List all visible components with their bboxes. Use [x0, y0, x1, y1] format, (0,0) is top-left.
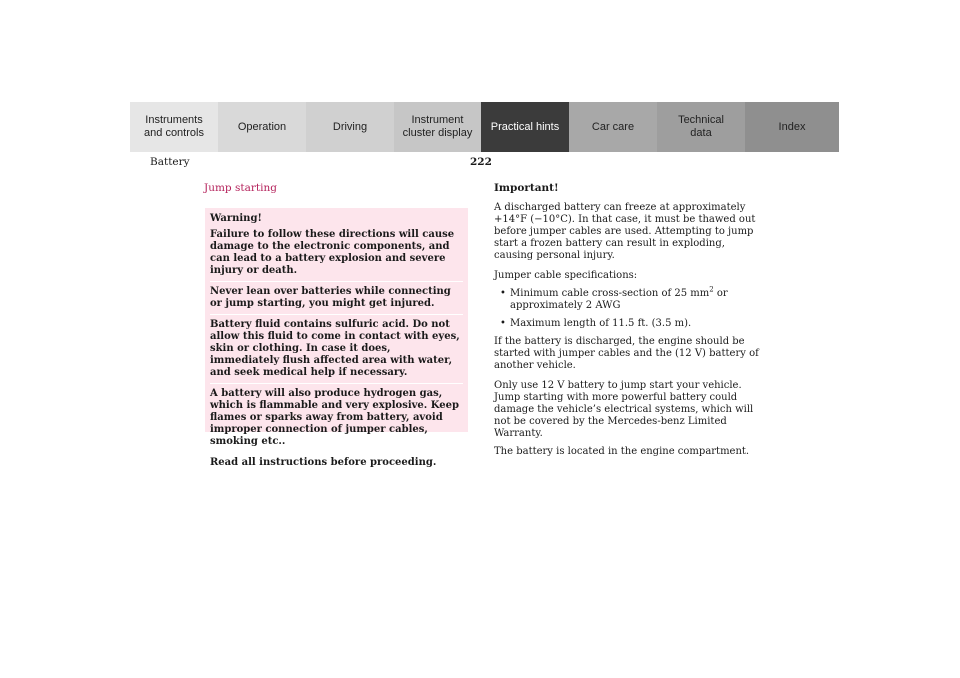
section-title: Battery — [150, 156, 190, 168]
tab-label: Operation — [237, 120, 287, 133]
tab-label: Instrument cluster display — [402, 114, 473, 139]
tab-label: Car care — [591, 120, 635, 133]
tab-operation[interactable] — [218, 102, 306, 152]
tab-index[interactable] — [745, 102, 839, 152]
warning-paragraph: Failure to follow these directions will cause damage to the electronic components, and can lead to a battery explosion and severe injury or death. — [210, 229, 455, 276]
body-paragraph: The battery is located in the engine compartment. — [494, 446, 750, 457]
tab-label: Instruments and controls — [144, 114, 204, 139]
warning-paragraph: Read all instructions before proceeding. — [210, 452, 463, 469]
body-paragraph: Only use 12 V battery to jump start your vehicle. Jump starting with more powerful battery could damage the vehicle’s electrical systems, which will not be covered by the Mercedes-benz Limited Warranty. — [494, 380, 754, 439]
list-item — [494, 285, 764, 312]
tab-driving[interactable] — [306, 102, 394, 152]
important-title: Important! — [494, 182, 559, 194]
tab-label: Index — [778, 120, 806, 133]
warning-box — [205, 208, 468, 468]
tab-technical-data[interactable] — [657, 102, 745, 152]
tab-label: Practical hints — [490, 120, 560, 133]
tab-practical-hints[interactable] — [481, 102, 569, 152]
tab-instruments-and-controls[interactable] — [130, 102, 218, 152]
important-text: A discharged battery can freeze at approximately +14°F (−10°C). In that case, it must be thawed out before jumper cables are used. Attempting to jump start a frozen battery can result in exploding, causing personal injury. — [494, 202, 756, 261]
subheading-jump-starting: Jump starting — [204, 182, 277, 194]
spec-text: Minimum cable cross-section of 25 mm — [510, 288, 710, 299]
spec-text: Maximum length of 11.5 ft. (3.5 m). — [510, 318, 692, 329]
tab-car-care[interactable] — [569, 102, 657, 152]
spec-text-tail: or approximately 2 AWG — [510, 288, 728, 311]
specs-list — [494, 285, 764, 330]
bullet-icon: • — [500, 288, 506, 299]
tab-label: Technical data — [678, 114, 724, 139]
body-paragraph: If the battery is discharged, the engine should be started with jumper cables and the (12 V) battery of another vehicle. — [494, 336, 759, 371]
bullet-icon: • — [500, 318, 506, 329]
warning-paragraph: A battery will also produce hydrogen gas, which is flammable and very explosive. Keep flames or sparks away from battery, avoid improper connection of jumper cables, smoking etc.. — [210, 383, 463, 448]
tab-instrument-cluster-display[interactable] — [394, 102, 481, 152]
tab-label: Driving — [332, 120, 368, 133]
warning-title: Warning! — [210, 213, 262, 224]
specs-title: Jumper cable specifications: — [494, 270, 638, 281]
warning-paragraph: Battery fluid contains sulfuric acid. Do not allow this fluid to come in contact with eyes, skin or clothing. In case it does, immediately flush affected area with water, and seek medical help if necessary. — [210, 314, 463, 379]
warning-paragraph: Never lean over batteries while connecting or jump starting, you might get injured. — [210, 281, 463, 310]
list-item — [494, 318, 764, 330]
page-number: 222 — [470, 156, 492, 168]
section-nav — [130, 102, 839, 152]
right-column — [494, 182, 764, 458]
superscript: 2 — [709, 285, 714, 294]
